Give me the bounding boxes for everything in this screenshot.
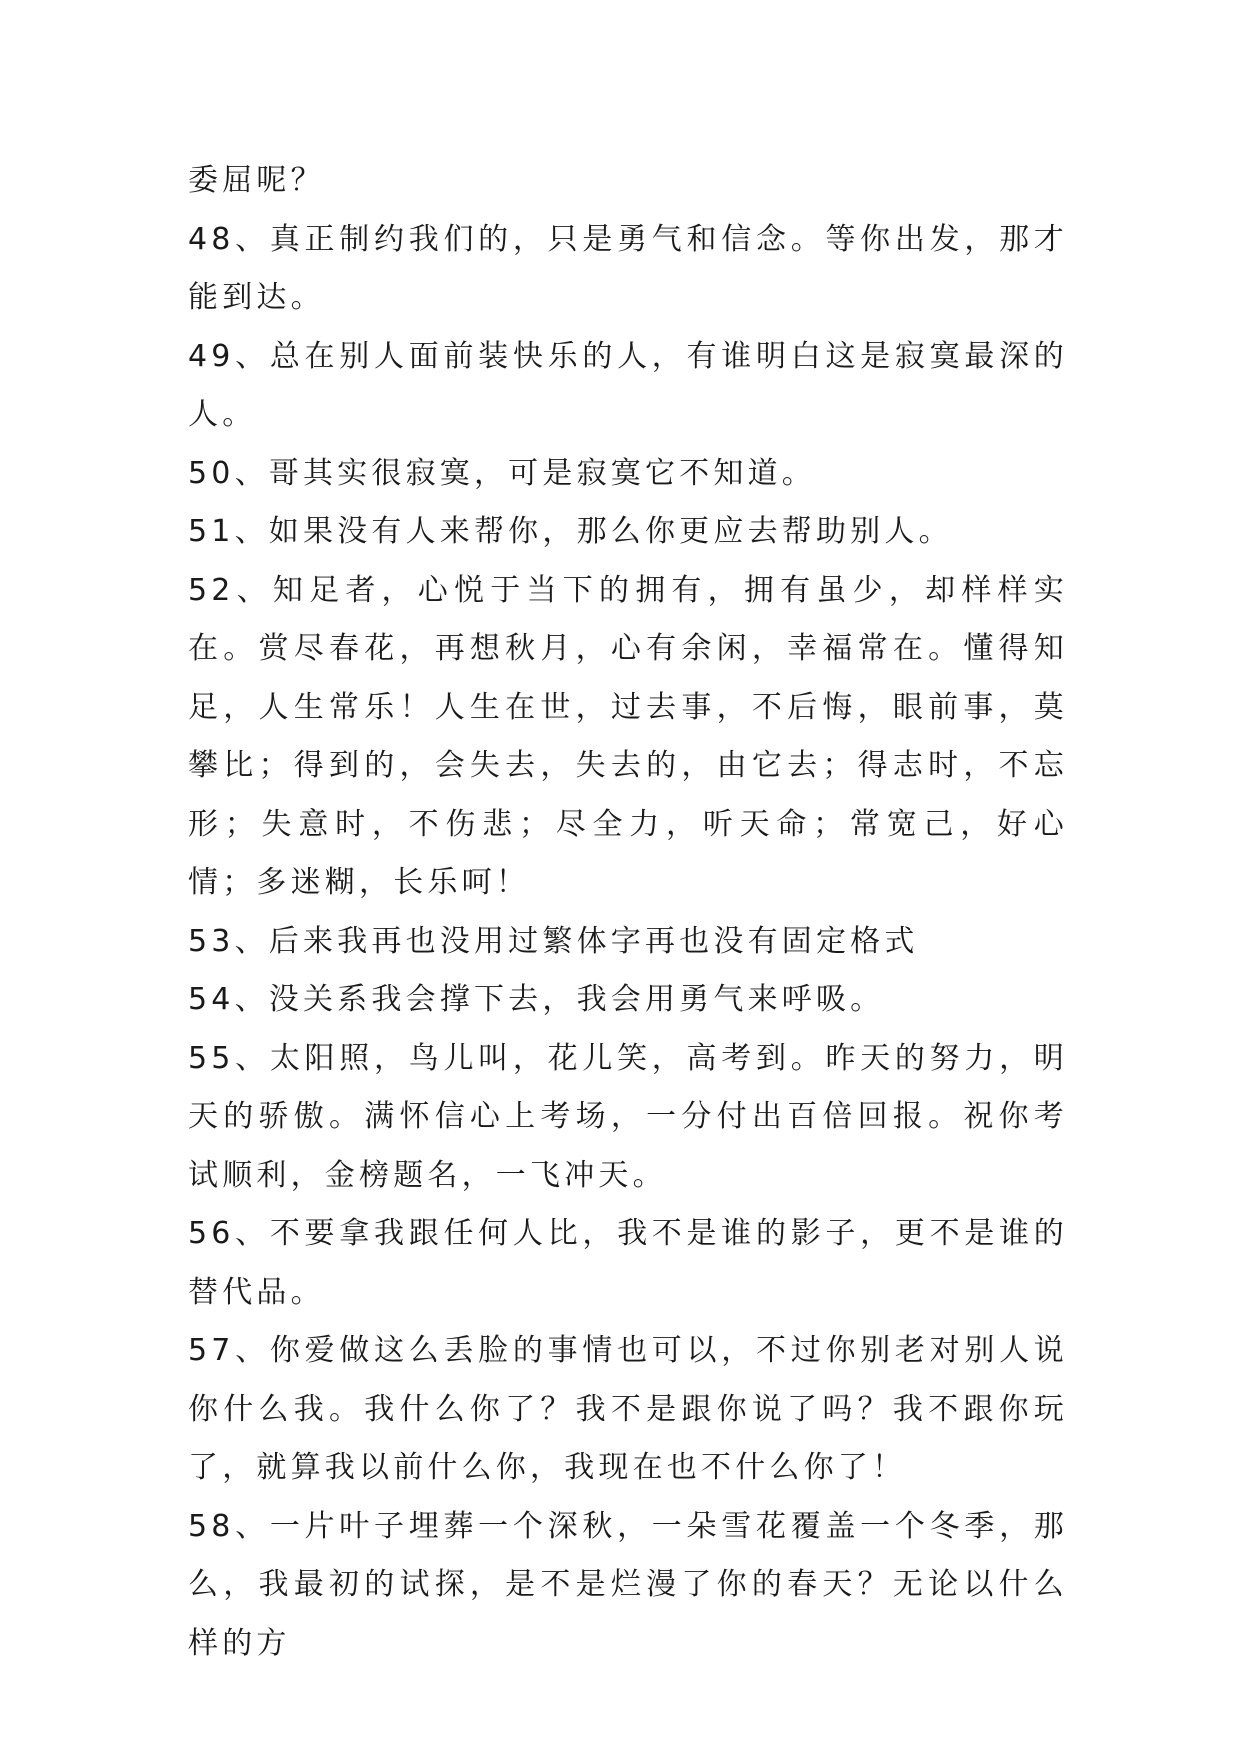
paragraph-58: 58、一片叶子埋葬一个深秋，一朵雪花覆盖一个冬季，那么，我最初的试探，是不是烂漫了你的春天？无论以什么样的方 xyxy=(188,1508,1068,1661)
paragraph-49: 49、总在别人面前装快乐的人，有谁明白这是寂寞最深的人。 xyxy=(188,338,1068,432)
paragraph-50: 50、哥其实很寂寞，可是寂寞它不知道。 xyxy=(188,455,816,491)
paragraph-48: 48、真正制约我们的，只是勇气和信念。等你出发，那才能到达。 xyxy=(188,221,1068,315)
paragraph-56: 56、不要拿我跟任何人比，我不是谁的影子，更不是谁的替代品。 xyxy=(188,1216,1068,1310)
paragraph-51: 51、如果没有人来帮你，那么你更应去帮助别人。 xyxy=(188,514,953,549)
paragraph-continuation: 委屈呢？ xyxy=(188,163,325,198)
paragraph-57: 57、你爱做这么丢脸的事情也可以，不过你别老对别人说你什么我。我什么你了？我不是跟你说了吗？我不跟你玩了，就算我以前什么你，我现在也不什么你了！ xyxy=(188,1333,1068,1485)
paragraph-55: 55、太阳照，鸟儿叫，花儿笑，高考到。昨天的努力，明天的骄傲。满怀信心上考场，一分付出百倍回报。祝你考试顺利，金榜题名，一飞冲天。 xyxy=(188,1040,1068,1193)
document-body xyxy=(188,152,1068,1673)
paragraph-54: 54、没关系我会撑下去，我会用勇气来呼吸。 xyxy=(188,982,885,1017)
paragraph-52: 52、知足者，心悦于当下的拥有，拥有虽少，却样样实在。赏尽春花，再想秋月，心有余闲，幸福常在。懂得知足，人生常乐！人生在世，过去事，不后悔，眼前事，莫攀比；得到的，会失去，失去的，由它去；得志时，不忘形；失意时，不伤悲；尽全力，听天命；常宽己，好心情；多迷糊，长乐呵！ xyxy=(188,572,1068,900)
paragraph-53: 53、后来我再也没用过繁体字再也没有固定格式 xyxy=(188,923,919,959)
